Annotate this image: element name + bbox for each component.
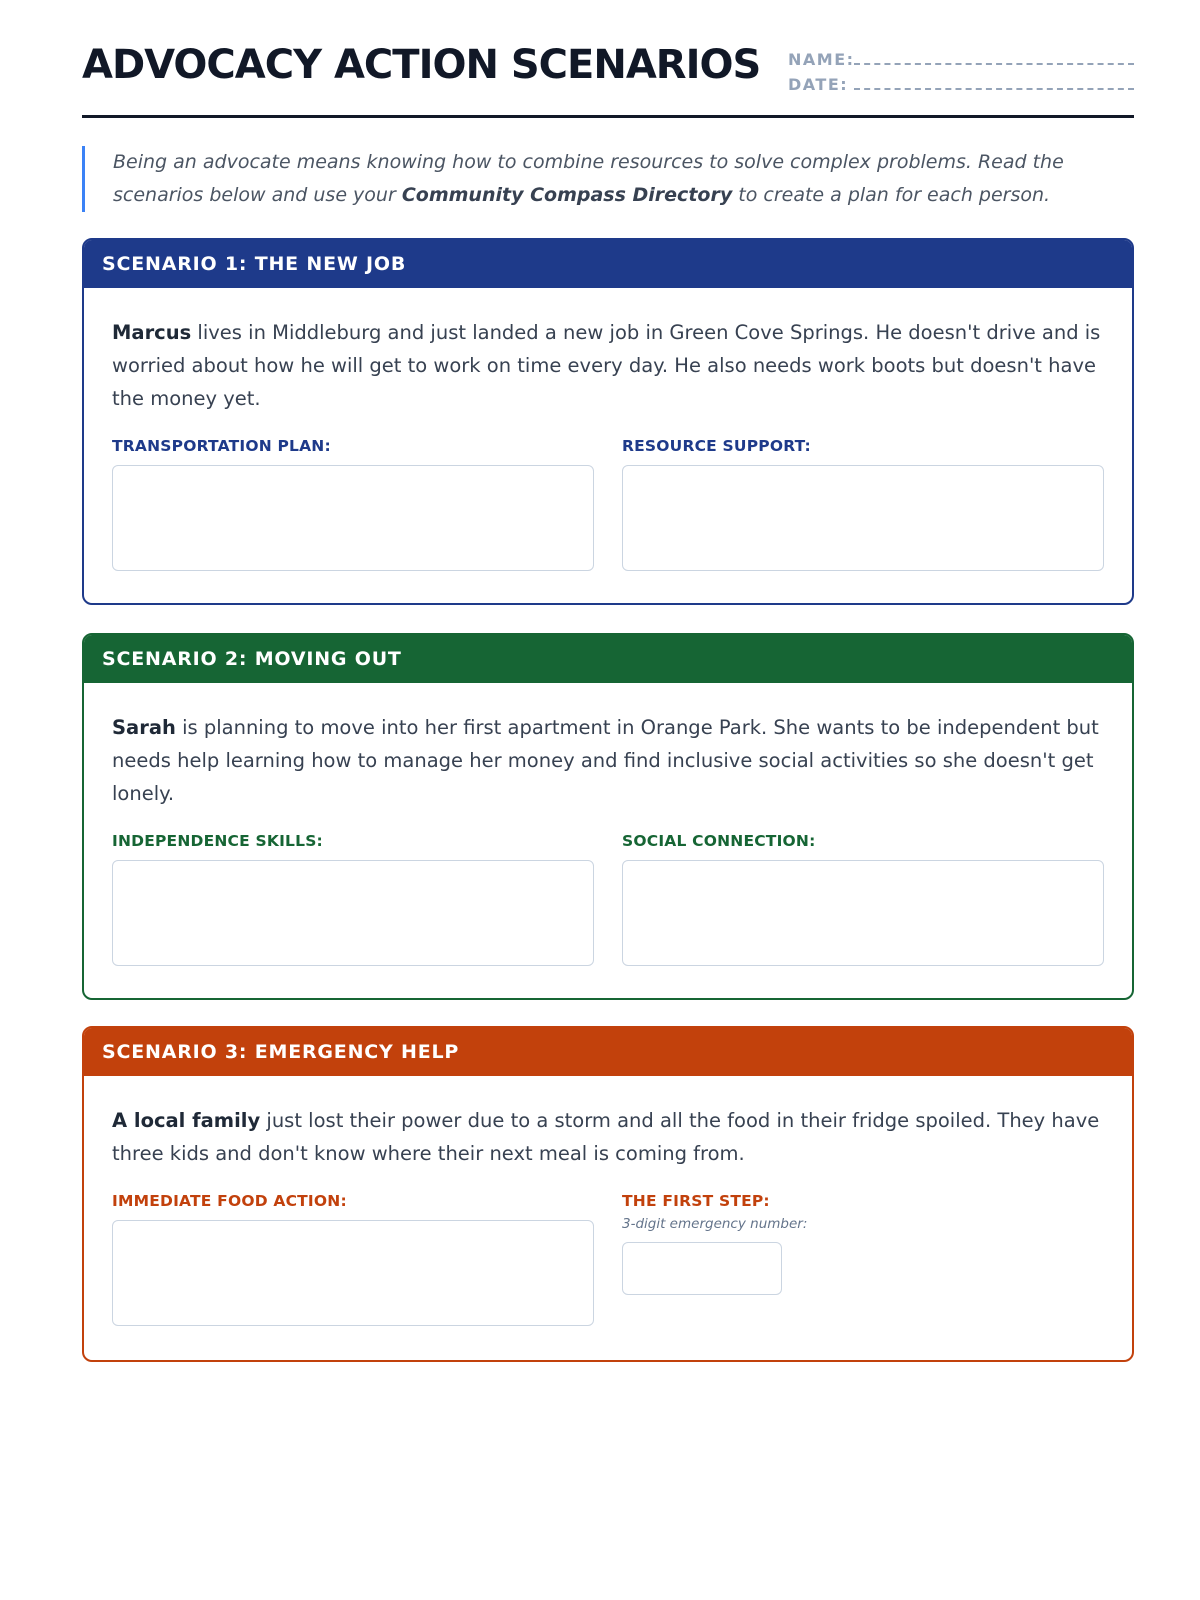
date-field-row: [788, 69, 1134, 94]
independence-skills-answer-box[interactable]: [112, 860, 594, 966]
date-blank-line[interactable]: [854, 76, 1134, 90]
answer-columns: [112, 437, 1104, 571]
social-connection-answer-box[interactable]: [622, 860, 1104, 966]
emergency-number-answer-box[interactable]: [622, 1242, 782, 1295]
resource-support-label: RESOURCE SUPPORT:: [622, 437, 811, 455]
scenario-subject: A local family: [112, 1109, 261, 1132]
name-blank-line[interactable]: [854, 51, 1134, 65]
transportation-plan-section: [112, 437, 594, 571]
social-connection-section: [622, 832, 1104, 966]
scenario-body: [84, 1076, 1132, 1326]
date-label: DATE:: [788, 75, 849, 94]
scenario-subject: Sarah: [112, 716, 176, 739]
social-connection-label: SOCIAL CONNECTION:: [622, 832, 816, 850]
intro-callout: [82, 146, 1134, 212]
scenario-card-emergency-help: [82, 1026, 1134, 1362]
scenario-body: [84, 683, 1132, 966]
page-title: ADVOCACY ACTION SCENARIOS: [82, 42, 761, 88]
intro-text-start: Being an advocate means knowing how to combine resources to solve complex problems. Read the scenarios below and use your: [113, 151, 1064, 206]
resource-support-section: [622, 437, 1104, 571]
scenario-card-moving-out: [82, 633, 1134, 1000]
scenario-story: [112, 1104, 1104, 1170]
transportation-plan-label: TRANSPORTATION PLAN:: [112, 437, 331, 455]
immediate-food-action-answer-box[interactable]: [112, 1220, 594, 1326]
name-date-fields: [788, 44, 1134, 94]
scenario-title: SCENARIO 3: EMERGENCY HELP: [84, 1028, 1132, 1076]
scenario-subject: Marcus: [112, 321, 192, 344]
scenario-story-text: is planning to move into her first apartment in Orange Park. She wants to be independent but needs help learning how to manage her money and find inclusive social activities so she doesn't get lonely.: [112, 716, 1099, 805]
resource-support-answer-box[interactable]: [622, 465, 1104, 571]
scenario-story-text: just lost their power due to a storm and all the food in their fridge spoiled. They have three kids and don't know where their next meal is coming from.: [112, 1109, 1100, 1165]
scenario-story-text: lives in Middleburg and just landed a new job in Green Cove Springs. He doesn't drive and is worried about how he will get to work on time every day. He also needs work boots but doesn't have the money yet.: [112, 321, 1101, 410]
intro-text-end: to create a plan for each person.: [732, 184, 1051, 206]
name-label: NAME:: [788, 50, 855, 69]
independence-skills-section: [112, 832, 594, 966]
scenario-title: SCENARIO 1: THE NEW JOB: [84, 240, 1132, 288]
intro-directory-name: Community Compass Directory: [401, 184, 733, 206]
scenario-card-new-job: [82, 238, 1134, 605]
transportation-plan-answer-box[interactable]: [112, 465, 594, 571]
scenario-story: [112, 316, 1104, 415]
immediate-food-action-label: IMMEDIATE FOOD ACTION:: [112, 1192, 347, 1210]
independence-skills-label: INDEPENDENCE SKILLS:: [112, 832, 323, 850]
first-step-label: THE FIRST STEP:: [622, 1192, 770, 1210]
worksheet-header: [82, 40, 1134, 118]
immediate-food-action-section: [112, 1192, 594, 1326]
answer-columns: [112, 832, 1104, 966]
answer-columns: [112, 1192, 1104, 1326]
first-step-section: [622, 1192, 1104, 1326]
emergency-number-hint: 3-digit emergency number:: [622, 1216, 808, 1232]
scenario-body: [84, 288, 1132, 571]
scenario-story: [112, 711, 1104, 810]
name-field-row: [788, 44, 1134, 69]
scenario-title: SCENARIO 2: MOVING OUT: [84, 635, 1132, 683]
